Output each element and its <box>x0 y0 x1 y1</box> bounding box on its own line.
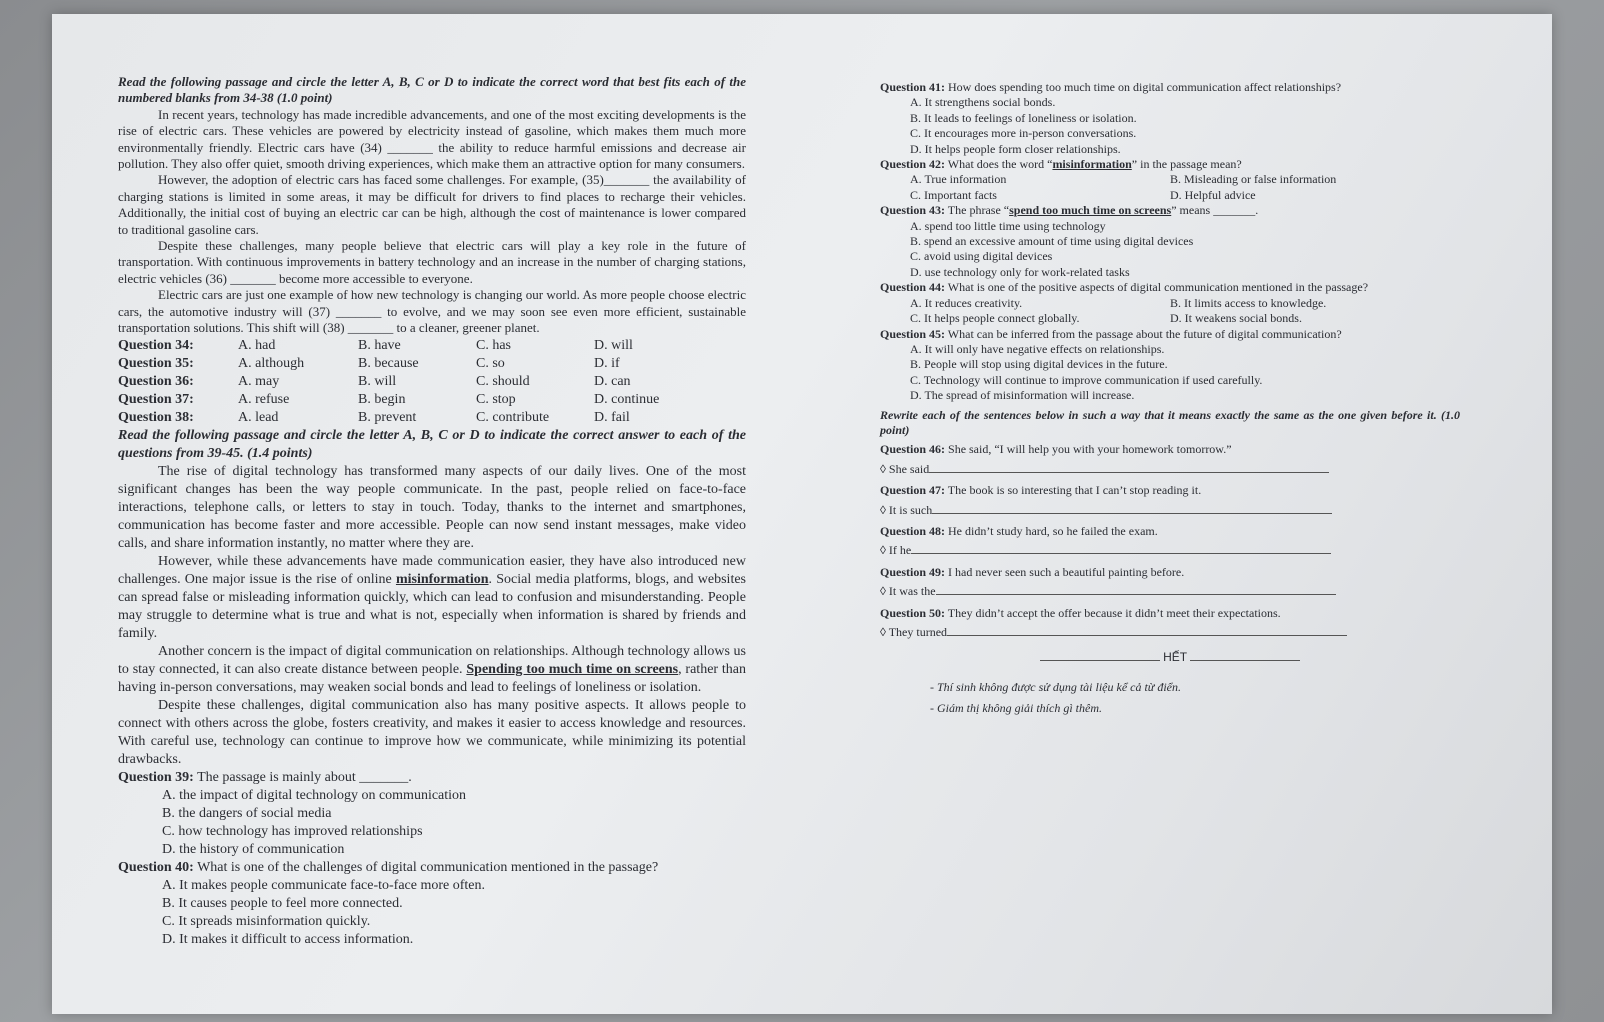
option-b[interactable]: B. will <box>358 373 397 389</box>
answer-line[interactable] <box>880 543 1460 558</box>
text-run: However, while these advancements have made communication easier, they have also introduced new challenges. One major issue is the rise of online <box>118 553 746 587</box>
answer-line[interactable] <box>880 625 1460 640</box>
option-b[interactable]: B. spend an excessive amount of time using digital devices <box>910 234 1194 249</box>
question-35 <box>118 355 746 373</box>
option-b[interactable]: B. the dangers of social media <box>162 805 332 821</box>
question-label: Question 34: <box>118 337 194 353</box>
underlined-word: misinformation <box>395 571 489 587</box>
rewrite-instruction: Rewrite each of the sentences below in such a way that it means exactly the same as the one given before it. (1.0 point) <box>880 407 1460 437</box>
answer-prompt: ◊ It was the <box>880 584 936 599</box>
option-d[interactable]: D. It helps people form closer relationships. <box>910 141 1121 156</box>
question-label: Question 50: <box>880 605 946 620</box>
answer-prompt: ◊ It is such <box>880 502 933 517</box>
text-run: ” means _______. <box>1171 203 1259 218</box>
answer-line[interactable] <box>880 584 1460 599</box>
option-d[interactable]: D. It makes it difficult to access information. <box>162 931 414 947</box>
passage1-paragraph: Despite these challenges, many people believe that electric cars will play a key role in the future of transportation. With continuous improvements in battery technology and an increase in the number of charging stations, electric vehicles (36) _______ become more accessible to everyone. <box>118 238 746 286</box>
question-label: Question 38: <box>118 409 194 425</box>
option-c[interactable]: C. should <box>476 373 530 389</box>
passage1-paragraph: In recent years, technology has made incredible advancements, and one of the most exciting developments is the rise of electric cars. These vehicles are powered by electricity instead of gasoline, which makes them much more environmentally friendly. Electric cars have (34) _______ the ability to reduce harmful emissions and decrease air pollution. They also offer quiet, smooth driving experiences, which make them an attractive option for many consumers. <box>118 106 746 172</box>
option-d[interactable]: D. It weakens social bonds. <box>1170 311 1302 326</box>
option-c[interactable]: C. It spreads misinformation quickly. <box>162 913 371 929</box>
question-39 <box>118 769 746 787</box>
option-b[interactable]: B. Misleading or false information <box>1170 172 1337 187</box>
question-label: Question 41: <box>880 80 946 94</box>
option-b[interactable]: B. It causes people to feel more connected. <box>162 895 403 911</box>
option-c[interactable]: C. contribute <box>476 409 550 425</box>
question-label: Question 39: <box>118 769 194 785</box>
answer-prompt: ◊ She said <box>880 461 930 476</box>
question-text: They didn’t accept the offer because it didn’t meet their expectations. <box>945 605 1281 620</box>
option-b[interactable]: B. It limits access to knowledge. <box>1170 295 1327 310</box>
answer-blank[interactable] <box>932 513 1332 514</box>
question-40 <box>118 859 746 877</box>
divider <box>1190 660 1300 661</box>
option-b[interactable]: B. begin <box>358 391 406 407</box>
option-c[interactable]: C. It encourages more in-person conversations. <box>910 126 1137 141</box>
option-b[interactable]: B. because <box>358 355 419 371</box>
underlined-phrase: Spending too much time on screens <box>466 661 679 677</box>
option-d[interactable]: D. can <box>594 373 631 389</box>
question-42 <box>880 157 1460 172</box>
question-48 <box>880 524 1460 539</box>
option-d[interactable]: D. if <box>594 355 620 371</box>
end-mark-text: HẾT <box>1163 650 1187 665</box>
answer-prompt: ◊ They turned <box>880 625 948 639</box>
option-a[interactable]: A. It will only have negative effects on relationships. <box>910 341 1165 356</box>
option-d[interactable]: D. fail <box>594 409 630 425</box>
option-d[interactable]: D. The spread of misinformation will increase. <box>910 388 1135 403</box>
text-run: , rather than having in-person conversations, may weaken social bonds and lead to feelings of loneliness or isolation. <box>118 661 746 695</box>
question-label: Question 44: <box>880 280 946 295</box>
question-43 <box>880 203 1460 218</box>
question-label: Question 49: <box>880 564 946 579</box>
option-d[interactable]: D. will <box>594 337 633 353</box>
passage2-paragraph: Despite these challenges, digital communication also has many positive aspects. It allows people to connect with others across the globe, fosters creativity, and makes it easier to access knowledge and resources. With careful use, technology can continue to improve how we communicate, while minimizing its potential drawbacks. <box>118 697 746 767</box>
divider <box>1040 660 1160 661</box>
question-text: How does spending too much time on digital communication affect relationships? <box>945 80 1342 94</box>
question-label: Question 35: <box>118 355 194 371</box>
question-label: Question 45: <box>880 326 946 341</box>
option-a[interactable]: A. although <box>238 355 305 371</box>
question-text: What is one of the challenges of digital communication mentioned in the passage? <box>193 859 659 875</box>
exam-note: - Thí sinh không được sử dụng tài liệu kể cả từ điển. <box>930 679 1182 694</box>
option-d[interactable]: D. continue <box>594 391 660 407</box>
answer-prompt: ◊ If he <box>880 543 912 558</box>
options-row <box>880 311 1460 326</box>
option-a[interactable]: A. may <box>238 373 280 389</box>
answer-line[interactable] <box>880 462 1460 477</box>
options-row <box>880 296 1460 311</box>
question-text: The passage is mainly about _______. <box>193 769 412 785</box>
option-a[interactable]: A. It reduces creativity. <box>910 295 1023 310</box>
question-label: Question 43: <box>880 203 946 218</box>
text-run: . Social media platforms, blogs, and websites can spread false or misleading information quickly, which can lead to confusion and misunderstanding. People may struggle to determine what is true and what is not, especially when information is shared by friends and family. <box>118 571 746 641</box>
underlined-phrase: spend too much time on screens <box>1009 203 1172 218</box>
option-d[interactable]: D. the history of communication <box>162 841 345 857</box>
option-a[interactable]: A. the impact of digital technology on communication <box>162 787 467 803</box>
question-text: What can be inferred from the passage about the future of digital communication? <box>945 326 1342 341</box>
passage2-paragraph <box>118 643 746 697</box>
option-c[interactable]: C. It helps people connect globally. <box>910 311 1080 326</box>
question-label: Question 47: <box>880 483 946 498</box>
passage2-paragraph <box>118 553 746 643</box>
text-run: ” in the passage mean? <box>1131 157 1242 172</box>
right-column <box>880 80 1460 717</box>
text-run: What does the word “ <box>945 157 1053 172</box>
option-c[interactable]: C. Important facts <box>910 187 997 202</box>
left-column <box>118 74 746 949</box>
option-c[interactable]: C. stop <box>476 391 516 407</box>
text-run: Another concern is the impact of digital communication on relationships. Although technology allows us to stay connected, it can also create distance between people. <box>118 643 746 677</box>
option-b[interactable]: B. People will stop using digital devices in the future. <box>910 357 1168 372</box>
question-label: Question 46: <box>880 442 946 457</box>
question-47 <box>880 483 1460 498</box>
options-row <box>880 188 1460 203</box>
question-45 <box>880 327 1460 342</box>
question-49 <box>880 565 1460 580</box>
option-a[interactable]: A. True information <box>910 172 1007 187</box>
option-b[interactable]: B. prevent <box>358 409 417 425</box>
option-a[interactable]: A. spend too little time using technology <box>910 218 1106 233</box>
exam-note: - Giám thị không giải thích gì thêm. <box>930 701 1102 716</box>
answer-blank[interactable] <box>947 635 1347 636</box>
question-36 <box>118 373 746 391</box>
question-text: He didn’t study hard, so he failed the exam. <box>945 523 1158 538</box>
option-c[interactable]: C. so <box>476 355 505 371</box>
option-d[interactable]: D. use technology only for work-related tasks <box>910 264 1130 279</box>
option-a[interactable]: A. It makes people communicate face-to-face more often. <box>162 877 486 893</box>
option-a[interactable]: A. lead <box>238 409 279 425</box>
question-38 <box>118 409 746 427</box>
passage2-instruction: Read the following passage and circle the letter A, B, C or D to indicate the correct answer to each of the questions from 39-45. (1.4 points) <box>118 427 746 461</box>
passage2-paragraph: The rise of digital technology has transformed many aspects of our daily lives. One of the most significant changes has been the way people communicate. In the past, people relied on face-to-face interactions, telephone calls, or letters to stay in touch. Today, thanks to the internet and smartphones, communication has become faster and more accessible. People can now send instant messages, make video calls, and share information instantly, no matter where they are. <box>118 463 746 551</box>
option-c[interactable]: C. has <box>476 337 511 353</box>
question-34 <box>118 337 746 355</box>
option-c[interactable]: C. avoid using digital devices <box>910 249 1053 264</box>
question-37 <box>118 391 746 409</box>
question-50 <box>880 606 1460 621</box>
question-label: Question 37: <box>118 391 194 407</box>
passage1-paragraph: However, the adoption of electric cars has faced some challenges. For example, (35)_______ the availability of charging stations is limited in some areas, it may be difficult for drivers to find places to recharge their vehicles. Additionally, the initial cost of buying an electric car can be high, although the cost of maintenance is lower compared to traditional gasoline cars. <box>118 172 746 237</box>
option-b[interactable]: B. have <box>358 337 401 353</box>
question-44 <box>880 280 1460 295</box>
passage1-instruction: Read the following passage and circle the letter A, B, C or D to indicate the correct word that best fits each of the numbered blanks from 34-38 (1.0 point) <box>118 74 746 106</box>
question-label: Question 40: <box>118 859 194 875</box>
underlined-word: misinformation <box>1052 157 1132 172</box>
question-text: What is one of the positive aspects of digital communication mentioned in the passage? <box>945 280 1369 295</box>
answer-blank[interactable] <box>936 594 1336 595</box>
question-label: Question 42: <box>880 157 946 172</box>
option-a[interactable]: A. It strengthens social bonds. <box>910 95 1056 110</box>
question-text: She said, “I will help you with your homework tomorrow.” <box>945 442 1232 457</box>
answer-line[interactable] <box>880 503 1460 518</box>
options-row <box>880 172 1460 187</box>
option-d[interactable]: D. Helpful advice <box>1170 187 1256 202</box>
question-text: The book is so interesting that I can’t stop reading it. <box>945 483 1202 498</box>
question-41 <box>880 80 1460 95</box>
end-mark <box>880 650 1460 665</box>
answer-blank[interactable] <box>929 472 1329 473</box>
passage1-paragraph: Electric cars are just one example of how new technology is changing our world. As more people choose electric cars, the automotive industry will (37) _______ to evolve, and we may soon see even more efficient, sustainable transportation solutions. This shift will (38) _______ to a cleaner, greener planet. <box>118 287 746 336</box>
option-c[interactable]: C. Technology will continue to improve communication if used carefully. <box>910 372 1263 387</box>
option-b[interactable]: B. It leads to feelings of loneliness or isolation. <box>910 110 1137 125</box>
option-a[interactable]: A. refuse <box>238 391 290 407</box>
option-c[interactable]: C. how technology has improved relationships <box>162 823 423 839</box>
option-a[interactable]: A. had <box>238 337 276 353</box>
text-run: The phrase “ <box>945 203 1010 218</box>
question-label: Question 36: <box>118 373 194 389</box>
question-text: I had never seen such a beautiful painting before. <box>945 564 1185 579</box>
question-label: Question 48: <box>880 523 946 538</box>
answer-blank[interactable] <box>911 553 1331 554</box>
question-46 <box>880 442 1460 457</box>
